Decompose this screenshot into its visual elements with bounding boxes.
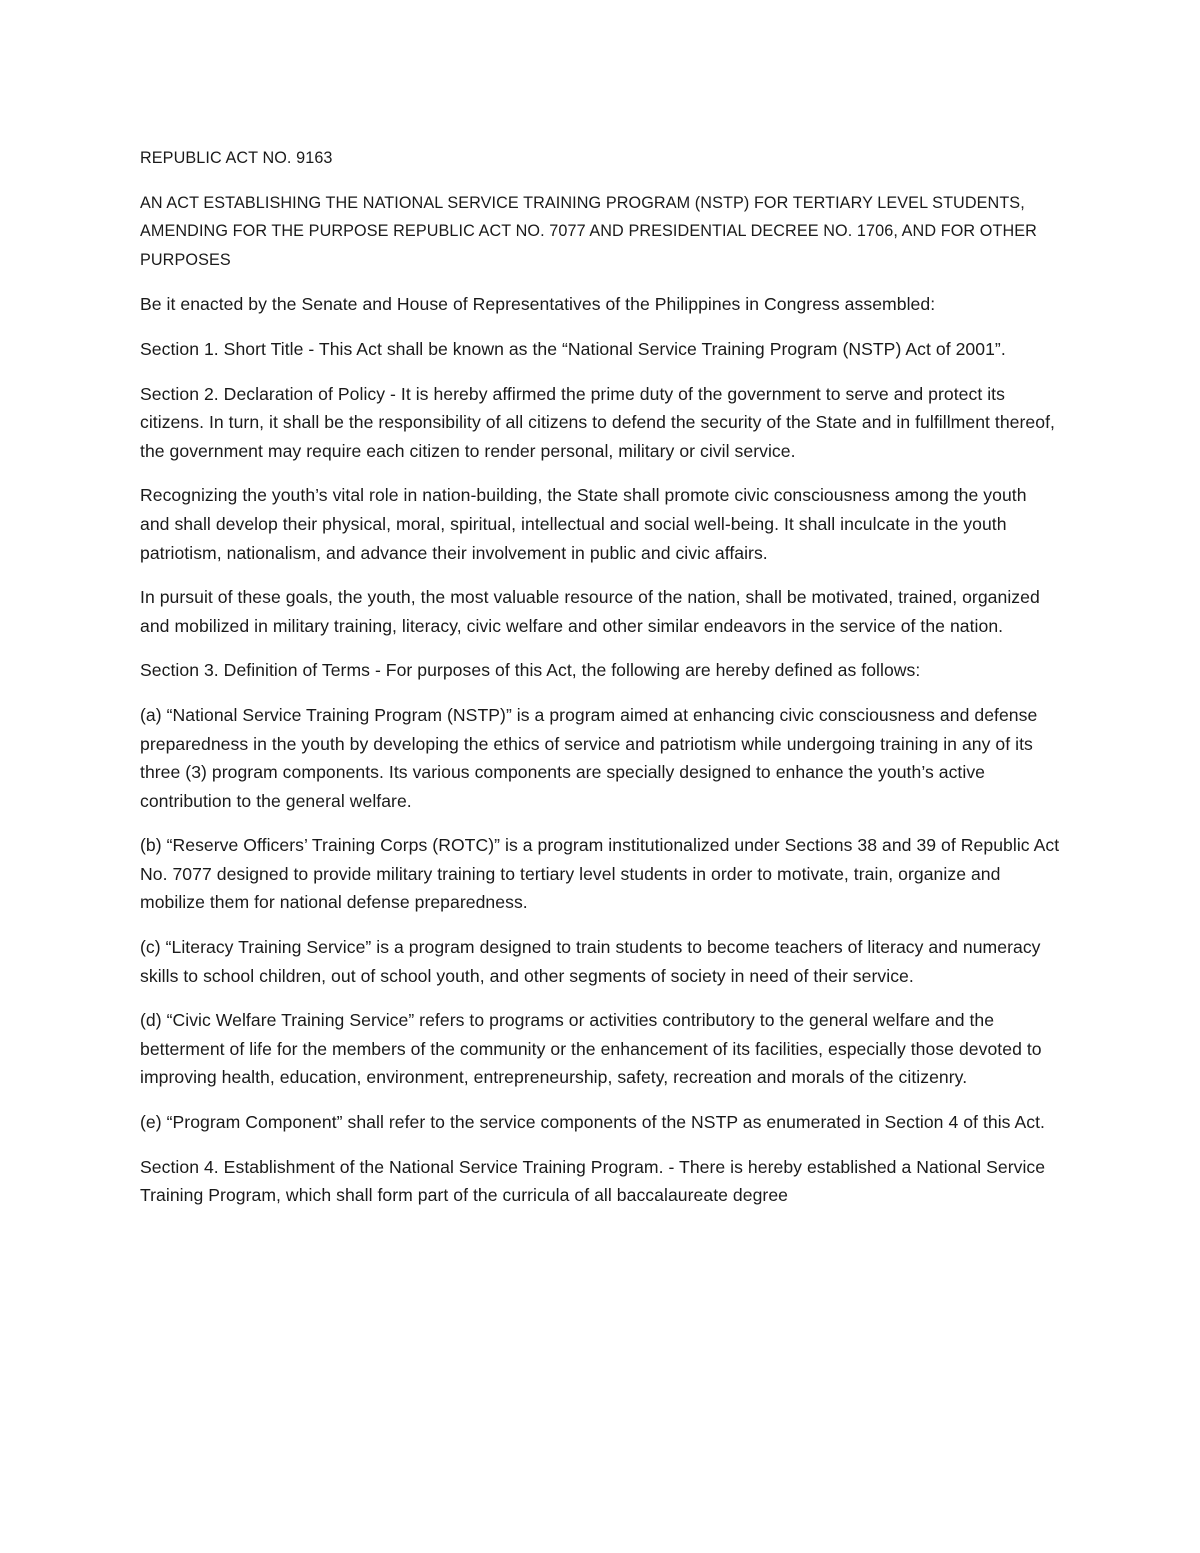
- definition-b: (b) “Reserve Officers’ Training Corps (ROTC)” is a program institutionalized under Sections 38 and 39 of Republic Act No. 7077 designed to provide military training to tertiary level students in order to motivate, train, organize and mobilize them for national defense preparedness.: [140, 835, 1060, 913]
- section-1-short-title: Section 1. Short Title - This Act shall be known as the “National Service Training Program (NSTP) Act of 2001”.: [140, 338, 1006, 359]
- definition-d: (d) “Civic Welfare Training Service” refers to programs or activities contributory to the general welfare and the betterment of life for the members of the community or the enhancement of its facilities, especially those devoted to improving health, education, environment, entrepreneurship, safety, recreation and morals of the citizenry.: [140, 1010, 1042, 1088]
- definition-c: (c) “Literacy Training Service” is a program designed to train students to become teachers of literacy and numeracy skills to school children, out of school youth, and other segments of society in need of their service.: [140, 937, 1041, 986]
- definition-e: (e) “Program Component” shall refer to the service components of the NSTP as enumerated in Section 4 of this Act.: [140, 1112, 1045, 1133]
- section-2-declaration-of-policy: Section 2. Declaration of Policy - It is hereby affirmed the prime duty of the government to serve and protect its citizens. In turn, it shall be the responsibility of all citizens to defend the security of the State and in fulfillment thereof, the government may require each citizen to render personal, military or civil service.: [140, 383, 1055, 461]
- definition-a: (a) “National Service Training Program (NSTP)” is a program aimed at enhancing civic consciousness and defense preparedness in the youth by developing the ethics of service and patriotism while undergoing training in any of its three (3) program components. Its various components are specially designed to enhance the youth’s active contribution to the general welfare.: [140, 704, 1038, 811]
- section-3-definition-of-terms: Section 3. Definition of Terms - For purposes of this Act, the following are hereby defined as follows:: [140, 660, 921, 681]
- section-4-establishment: Section 4. Establishment of the National Service Training Program. - There is hereby established a National Service Training Program, which shall form part of the curricula of all baccalaureate degree: [140, 1156, 1046, 1206]
- act-number-heading: REPUBLIC ACT NO. 9163: [140, 149, 333, 167]
- section-2-paragraph-3: In pursuit of these goals, the youth, the most valuable resource of the nation, shall be motivated, trained, organized and mobilized in military training, literacy, civic welfare and other similar endeavors in the service of the nation.: [140, 587, 1040, 636]
- document-body: [140, 144, 1060, 1226]
- act-title: AN ACT ESTABLISHING THE NATIONAL SERVICE TRAINING PROGRAM (NSTP) FOR TERTIARY LEVEL STUDENTS, AMENDING FOR THE PURPOSE REPUBLIC ACT NO. 7077 AND PRESIDENTIAL DECREE NO. 1706, AND FOR OTHER PURPOSES: [140, 193, 1037, 269]
- section-2-paragraph-2: Recognizing the youth’s vital role in nation-building, the State shall promote civic consciousness among the youth and shall develop their physical, moral, spiritual, intellectual and social well-being. It shall inculcate in the youth patriotism, nationalism, and advance their involvement in public and civic affairs.: [140, 485, 1027, 563]
- enacting-clause: Be it enacted by the Senate and House of Representatives of the Philippines in Congress assembled:: [140, 294, 936, 315]
